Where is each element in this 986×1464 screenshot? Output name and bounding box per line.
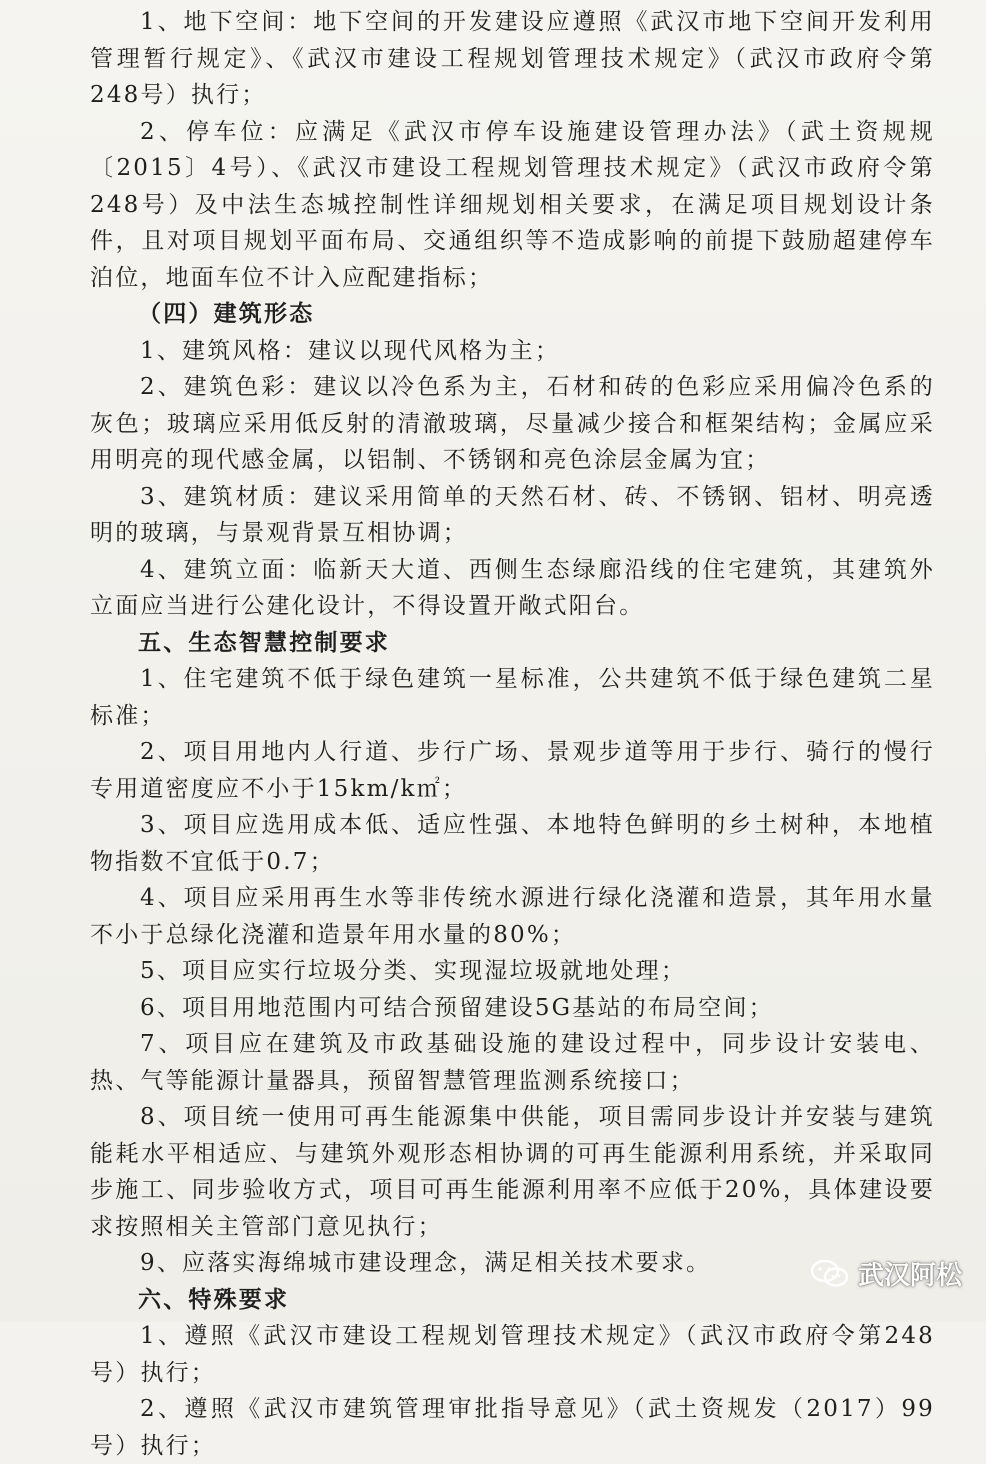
paragraph-metering: 7、项目应在建筑及市政基础设施的建设过程中，同步设计安装电、热、气等能源计量器具，预留智慧管理监测系统接口； [90,1031,935,1094]
document-body [90,4,935,1464]
wechat-icon [810,1259,850,1289]
watermark [810,1255,962,1292]
section-heading-building-form: （四）建筑形态 [138,300,315,327]
paragraph-building-color: 2、建筑色彩：建议以冷色系为主，石材和砖的色彩应采用偏冷色系的灰色；玻璃应采用低反射的清澈玻璃，尽量减少接合和框架结构；金属应采用明亮的现代感金属，以铝制、不锈钢和亮色涂层金属为宜； [90,374,935,473]
paragraph-renewable-energy: 8、项目统一使用可再生能源集中供能，项目需同步设计并安装与建筑能耗水平相适应、与建筑外观形态相协调的可再生能源利用系统，并采取同步施工、同步验收方式，项目可再生能源利用率不应低于20%，具体建设要求按照相关主管部门意见执行； [90,1104,935,1240]
paragraph-5g: 6、项目用地范围内可结合预留建设5G基站的布局空间； [140,994,774,1021]
paragraph-parking: 2、停车位：应满足《武汉市停车设施建设管理办法》（武土资规规〔2015〕4号）、《武汉市建设工程规划管理技术规定》（武汉市政府令第248号）及中法生态城控制性详细规划相关要求，在满足项目规划设计条件，且对项目规划平面布局、交通组织等不造成影响的前提下鼓励超建停车泊位，地面车位不计入应配建指标； [90,118,935,291]
paragraph-underground-space: 1、地下空间：地下空间的开发建设应遵照《武汉市地下空间开发利用管理暂行规定》、《武汉市建设工程规划管理技术规定》（武汉市政府令第248号）执行； [90,9,935,108]
paragraph-special-1: 1、遵照《武汉市建设工程规划管理技术规定》（武汉市政府令第248号）执行； [90,1323,935,1386]
paragraph-green-building: 1、住宅建筑不低于绿色建筑一星标准，公共建筑不低于绿色建筑二星标准； [90,666,935,729]
paragraph-native-trees: 3、项目应选用成本低、适应性强、本地特色鲜明的乡土树种，本地植物指数不宜低于0.7； [90,812,935,875]
watermark-text: 武汉阿松 [857,1261,962,1291]
paragraph-slow-lane: 2、项目用地内人行道、步行广场、景观步道等用于步行、骑行的慢行专用道密度应不小于15km/k㎡； [90,739,935,802]
paragraph-special-2: 2、遵照《武汉市建筑管理审批指导意见》（武土资规发（2017）99号）执行； [90,1396,935,1459]
paragraph-building-style: 1、建筑风格：建议以现代风格为主； [140,337,561,364]
section-heading-special: 六、特殊要求 [138,1285,290,1313]
paragraph-reclaimed-water: 4、项目应采用再生水等非传统水源进行绿化浇灌和造景，其年用水量不小于总绿化浇灌和造景年用水量的80%； [90,885,935,948]
paragraph-garbage: 5、项目应实行垃圾分类、实现湿垃圾就地处理； [140,958,687,984]
paragraph-sponge-city: 9、应落实海绵城市建设理念，满足相关技术要求。 [140,1250,712,1276]
section-heading-eco-smart: 五、生态智慧控制要求 [138,628,390,656]
paragraph-building-material: 3、建筑材质：建议采用简单的天然石材、砖、不锈钢、铝材、明亮透明的玻璃，与景观背景互相协调； [90,483,935,546]
paragraph-building-facade: 4、建筑立面：临新天大道、西侧生态绿廊沿线的住宅建筑，其建筑外立面应当进行公建化设计，不得设置开敞式阳台。 [90,556,935,619]
